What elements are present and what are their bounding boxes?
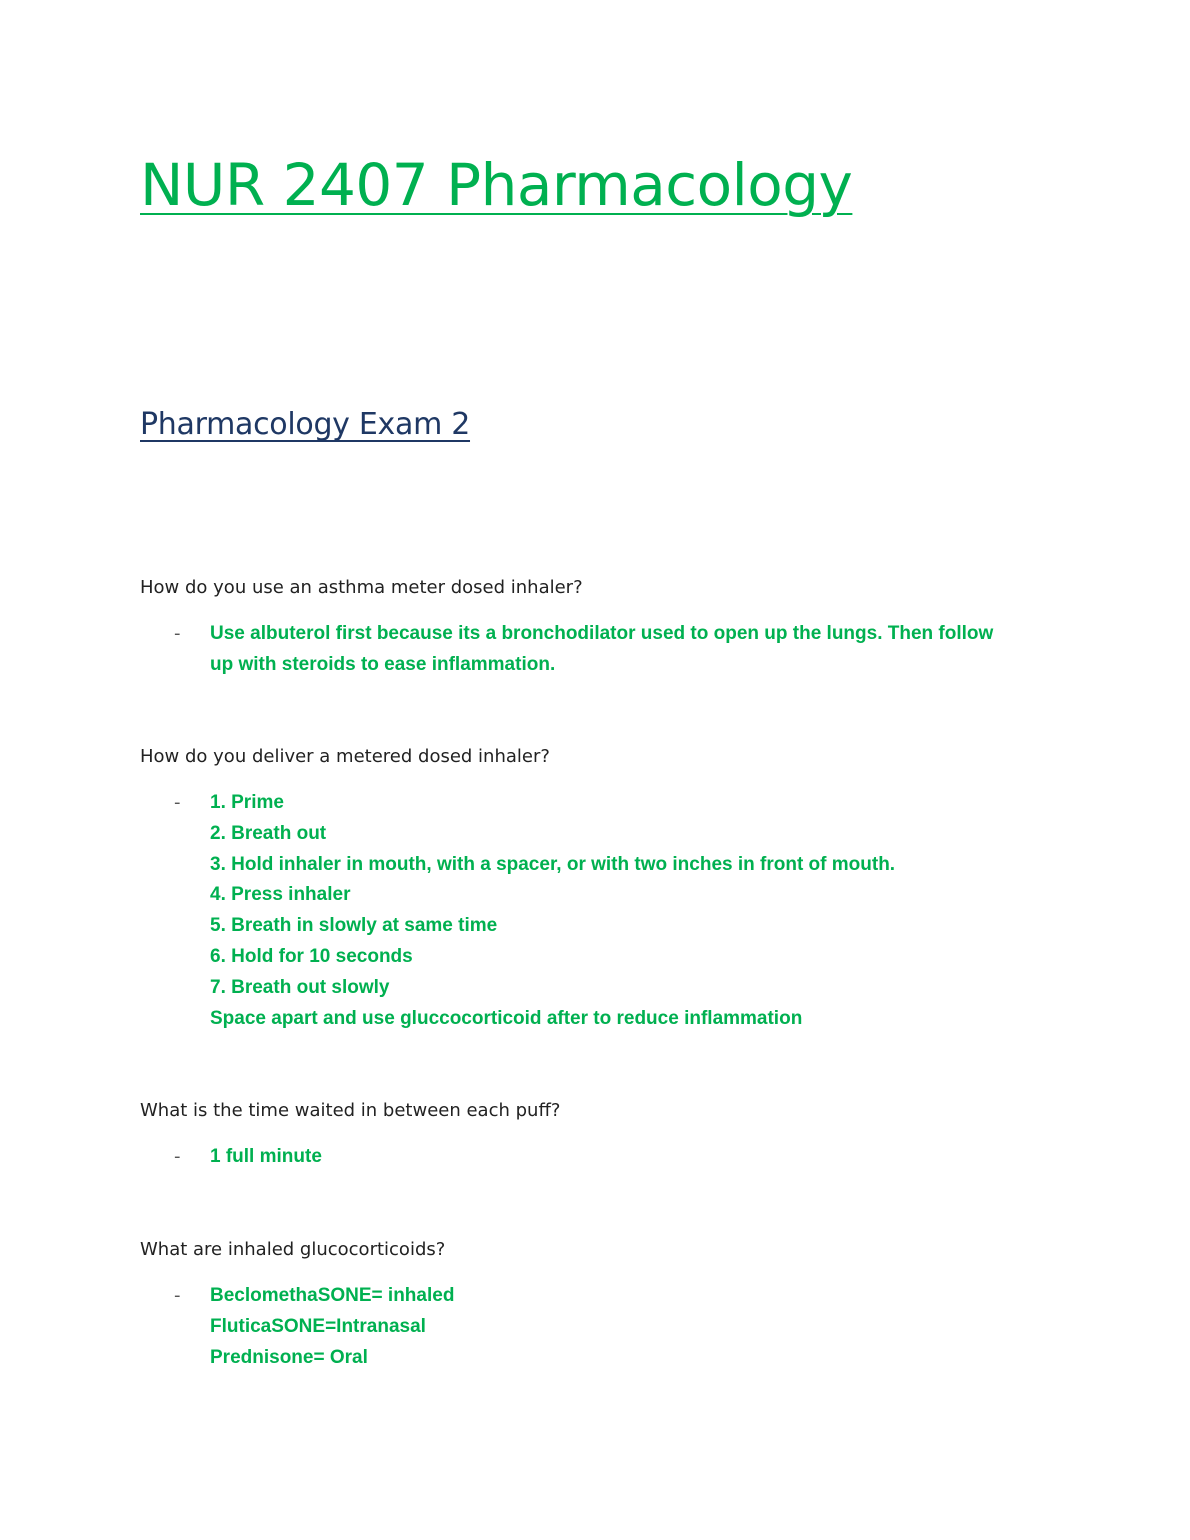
answer-line: up with steroids to ease inflammation. [210,653,556,675]
answer-line: Prednisone= Oral [210,1346,368,1368]
question-3: What is the time waited in between each puff? [140,1100,561,1121]
bullet-dash: - [174,1285,181,1306]
bullet-dash: - [174,623,181,644]
question-1: How do you use an asthma meter dosed inhaler? [140,577,583,598]
answer-1-body [210,619,1070,681]
answer-line: FluticaSONE=Intranasal [210,1315,426,1337]
document-title: NUR 2407 Pharmacology [140,151,853,219]
answer-4-body [210,1281,1070,1373]
answer-line: 3. Hold inhaler in mouth, with a spacer, or with two inches in front of mouth. [210,853,896,875]
answer-2-body [210,788,1070,1034]
answer-line: Use albuterol first because its a bronchodilator used to open up the lungs. Then follow [210,623,994,644]
answer-line: Space apart and use gluccocorticoid after to reduce inflammation [210,1007,803,1029]
answer-line: 1 full minute [210,1146,322,1167]
answer-line: 5. Breath in slowly at same time [210,915,498,937]
answer-line: BeclomethaSONE= inhaled [210,1285,455,1306]
answer-line: 7. Breath out slowly [210,976,390,998]
question-2: How do you deliver a metered dosed inhaler? [140,746,550,767]
answer-line: 4. Press inhaler [210,884,351,906]
bullet-dash: - [174,792,181,813]
bullet-dash: - [174,1146,181,1167]
document-subtitle: Pharmacology Exam 2 [140,407,471,442]
question-4: What are inhaled glucocorticoids? [140,1239,446,1260]
answer-3-body [210,1142,1070,1173]
answer-line: 6. Hold for 10 seconds [210,945,413,967]
answer-line: 2. Breath out [210,822,327,844]
answer-line: 1. Prime [210,792,284,813]
